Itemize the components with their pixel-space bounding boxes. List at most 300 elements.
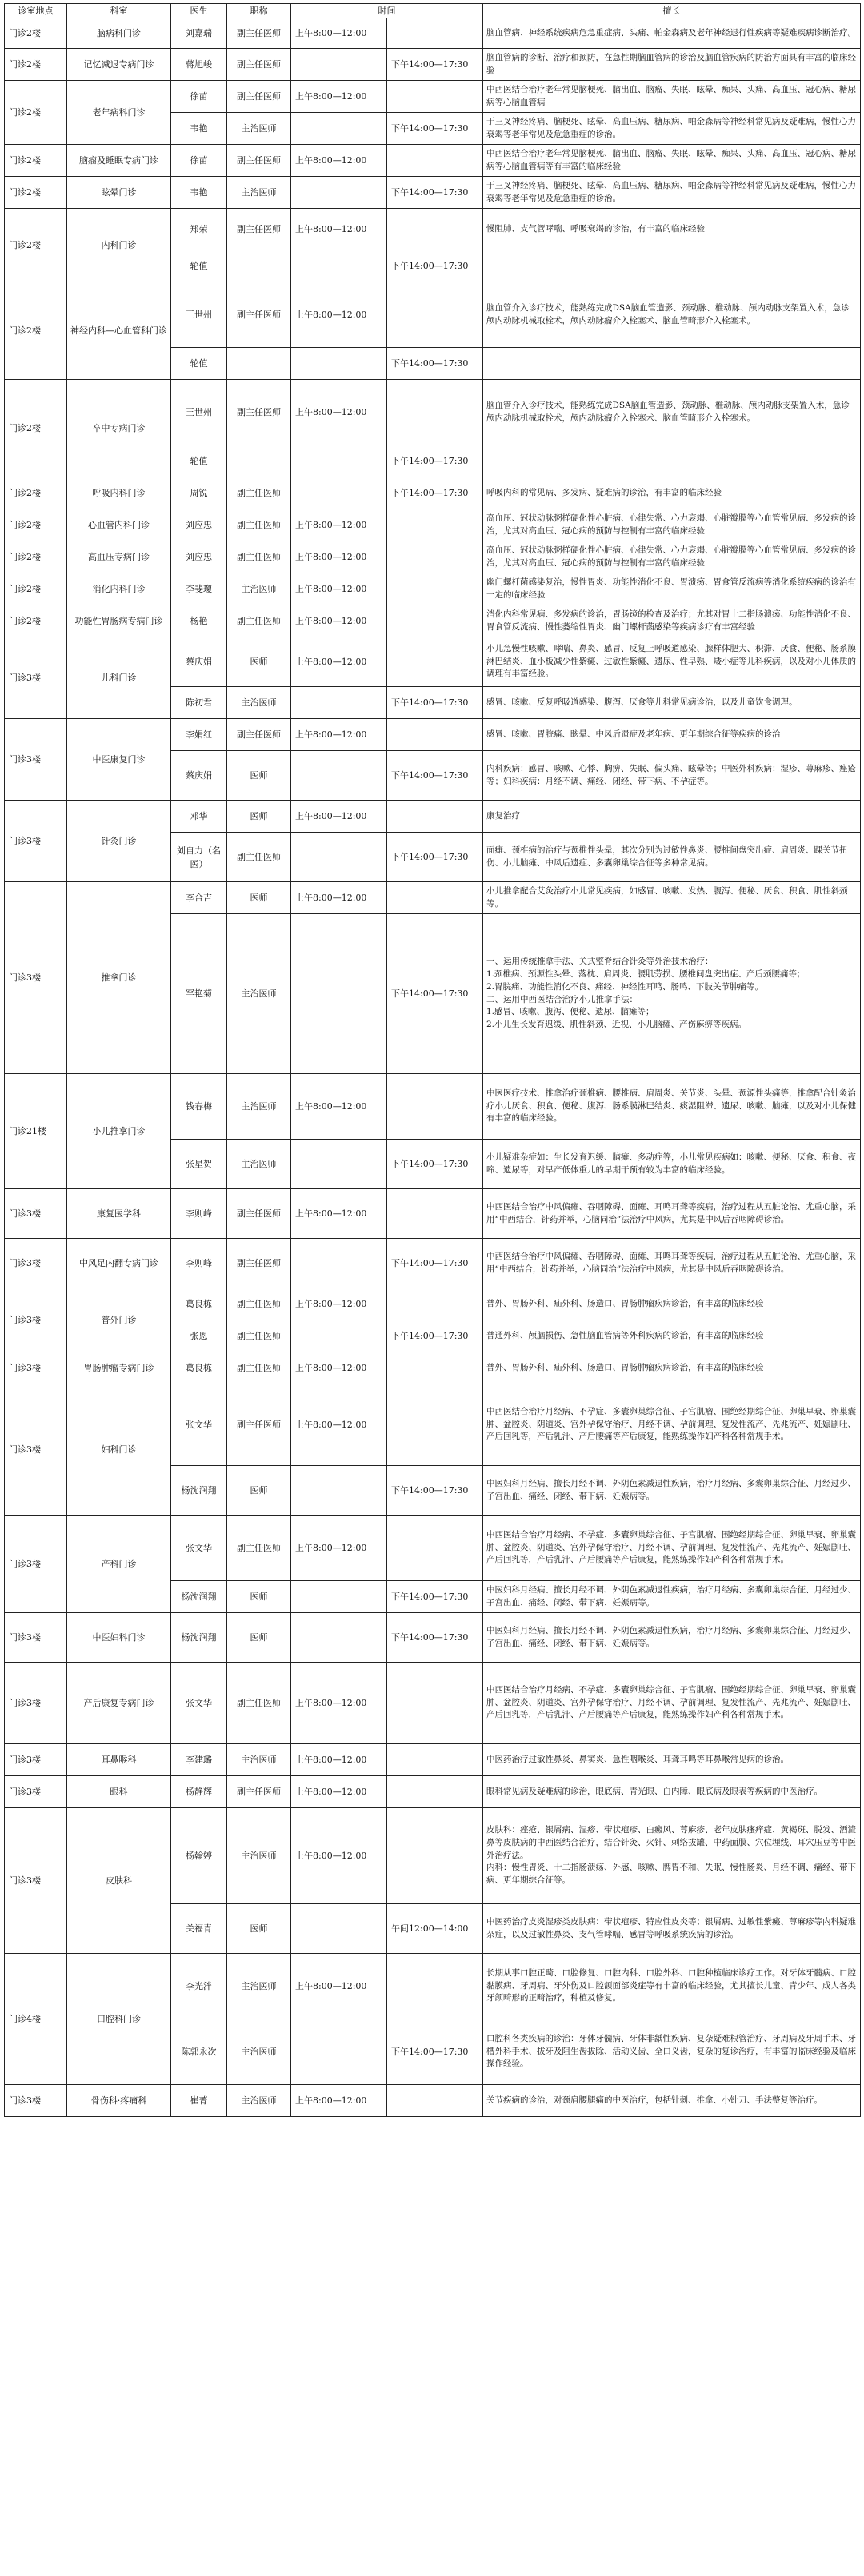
title-cell: 主治医师 [227, 177, 291, 209]
location-cell: 门诊2楼 [5, 573, 67, 605]
title-cell: 主治医师 [227, 1954, 291, 2019]
afternoon-time-cell: 下午14:00—17:30 [387, 477, 483, 509]
morning-time-cell: 上午8:00—12:00 [291, 1516, 387, 1581]
expertise-cell: 感冒、咳嗽、反复呼吸道感染、腹泻、厌食等儿科常见病诊治，以及儿童饮食调理。 [483, 687, 861, 719]
afternoon-time-cell: 下午14:00—17:30 [387, 1581, 483, 1613]
expertise-cell: 中西医结合治疗中风偏瘫、吞咽障碍、面瘫、耳鸣耳聋等疾病，治疗过程从五脏论治、尤重心脑，采用“中西结合，针药并举，心脑同治”法治疗中风病，尤其是中风后吞咽障碍诊治。 [483, 1239, 861, 1288]
morning-time-cell: 上午8:00—12:00 [291, 719, 387, 751]
header-location: 诊室地点 [5, 4, 67, 18]
morning-time-cell: 上午8:00—12:00 [291, 573, 387, 605]
doctor-cell: 徐苗 [171, 145, 227, 177]
location-cell: 门诊3楼 [5, 882, 67, 1074]
title-cell: 主治医师 [227, 2085, 291, 2117]
afternoon-time-cell [387, 1352, 483, 1384]
header-doctor: 医生 [171, 4, 227, 18]
department-cell: 骨伤科·疼痛科 [67, 2085, 171, 2117]
title-cell: 医师 [227, 637, 291, 687]
title-cell: 医师 [227, 801, 291, 833]
title-cell: 副主任医师 [227, 1239, 291, 1288]
table-row [5, 1074, 861, 1140]
title-cell: 副主任医师 [227, 541, 291, 573]
expertise-cell: 关节疾病的诊治，对颈肩腰腿痛的中医治疗，包括针刺、推拿、小针刀、手法整复等治疗。 [483, 2085, 861, 2117]
doctor-cell: 杨艳 [171, 605, 227, 637]
location-cell: 门诊3楼 [5, 637, 67, 719]
title-cell: 副主任医师 [227, 209, 291, 250]
table-row [5, 1384, 861, 1466]
expertise-cell: 中医药治疗过敏性鼻炎、鼻窦炎、急性咽喉炎、耳聋耳鸣等耳鼻喉常见病的诊治。 [483, 1744, 861, 1776]
expertise-cell: 消化内科常见病、多发病的诊治，胃肠镜的检查及治疗；尤其对胃十二指肠溃疡、功能性消化不良、胃食管反流病、慢性萎缩性胃炎、幽门螺杆菌感染等疾病诊疗有丰富经验 [483, 605, 861, 637]
morning-time-cell [291, 2019, 387, 2085]
title-cell: 副主任医师 [227, 1352, 291, 1384]
afternoon-time-cell [387, 2085, 483, 2117]
doctor-cell: 轮值 [171, 348, 227, 380]
title-cell: 主治医师 [227, 1074, 291, 1140]
doctor-cell: 蔡庆娟 [171, 751, 227, 801]
expertise-cell: 于三叉神经疼痛、脑梗死、眩晕、高血压病、糖尿病、帕金森病等神经科常见病及疑难病，慢性心力衰竭等老年常见及危急重症的诊治。 [483, 177, 861, 209]
department-cell: 小儿推拿门诊 [67, 1074, 171, 1189]
expertise-cell: 脑血管病、神经系统疾病危急重症病、头痛、帕金森病及老年神经退行性疾病等疑难疾病诊断治疗。 [483, 18, 861, 49]
doctor-cell: 韦艳 [171, 177, 227, 209]
afternoon-time-cell: 下午14:00—17:30 [387, 1239, 483, 1288]
expertise-cell: 普外、胃肠外科、疝外科、肠造口、胃肠肿瘤疾病诊治，有丰富的临床经验 [483, 1288, 861, 1320]
afternoon-time-cell: 午间12:00—14:00 [387, 1904, 483, 1954]
table-row [5, 81, 861, 113]
table-row [5, 282, 861, 348]
header-department: 科室 [67, 4, 171, 18]
table-row [5, 1288, 861, 1320]
expertise-cell: 中医医疗技术、推拿治疗颈椎病、腰椎病、肩周炎、关节炎、头晕、颈源性头痛等，推拿配合针灸治疗小儿厌食、积食、便秘、腹泻、肠系膜淋巴结炎、痰湿阻滞、遗尿、咳嗽、脑瘫，以及对小儿保健有丰富的临床经验。 [483, 1074, 861, 1140]
expertise-cell: 小儿急慢性咳嗽、哮喘、鼻炎、感冒、反复上呼吸道感染、腺样体肥大、积滞、厌食、便秘、肠系膜淋巴结炎、血小板减少性紫癜、过敏性紫癜、遗尿、性早熟、矮小症等儿科疾病，以及对小儿体质的调理有丰富经验。 [483, 637, 861, 687]
afternoon-time-cell [387, 1808, 483, 1904]
department-cell: 卒中专病门诊 [67, 380, 171, 477]
title-cell: 主治医师 [227, 113, 291, 145]
expertise-cell: 中西医结合治疗老年常见脑梗死、脑出血、脑瘤、失眠、眩晕、痴呆、头痛、高血压、冠心病、糖尿病等心脑血管病 [483, 81, 861, 113]
location-cell: 门诊2楼 [5, 541, 67, 573]
morning-time-cell [291, 113, 387, 145]
location-cell: 门诊2楼 [5, 477, 67, 509]
title-cell: 副主任医师 [227, 1288, 291, 1320]
afternoon-time-cell: 下午14:00—17:30 [387, 687, 483, 719]
title-cell: 主治医师 [227, 1808, 291, 1904]
location-cell: 门诊3楼 [5, 1239, 67, 1288]
afternoon-time-cell: 下午14:00—17:30 [387, 250, 483, 282]
afternoon-time-cell: 下午14:00—17:30 [387, 1140, 483, 1189]
morning-time-cell [291, 687, 387, 719]
location-cell: 门诊2楼 [5, 605, 67, 637]
afternoon-time-cell: 下午14:00—17:30 [387, 833, 483, 882]
department-cell: 眼科 [67, 1776, 171, 1808]
table-row [5, 1776, 861, 1808]
doctor-cell: 李则峰 [171, 1189, 227, 1239]
table-row [5, 1663, 861, 1744]
afternoon-time-cell [387, 509, 483, 541]
title-cell: 副主任医师 [227, 282, 291, 348]
table-row [5, 18, 861, 49]
expertise-cell [483, 250, 861, 282]
table-row [5, 1954, 861, 2019]
location-cell: 门诊2楼 [5, 81, 67, 145]
table-header-row [5, 4, 861, 18]
expertise-cell: 长期从事口腔正畸、口腔修复、口腔内科、口腔外科、口腔种植临床诊疗工作。对牙体牙髓病、口腔黏膜病、牙周病、牙外伤及口腔颌面部炎症等有丰富的临床经验，尤其擅长儿童、青少年、成人各类牙颌畸形的正畸治疗，种植及修复。 [483, 1954, 861, 2019]
morning-time-cell: 上午8:00—12:00 [291, 637, 387, 687]
department-cell: 中医康复门诊 [67, 719, 171, 801]
doctor-cell: 杨翰婷 [171, 1808, 227, 1904]
table-row [5, 719, 861, 751]
title-cell: 主治医师 [227, 687, 291, 719]
morning-time-cell [291, 1320, 387, 1352]
afternoon-time-cell: 下午14:00—17:30 [387, 348, 483, 380]
department-cell: 耳鼻喉科 [67, 1744, 171, 1776]
department-cell: 中风足内翻专病门诊 [67, 1239, 171, 1288]
morning-time-cell: 上午8:00—12:00 [291, 1189, 387, 1239]
doctor-cell: 轮值 [171, 445, 227, 477]
morning-time-cell [291, 1140, 387, 1189]
location-cell: 门诊21楼 [5, 1074, 67, 1189]
department-cell: 口腔科门诊 [67, 1954, 171, 2085]
afternoon-time-cell: 下午14:00—17:30 [387, 1466, 483, 1516]
doctor-cell: 李光泮 [171, 1954, 227, 2019]
afternoon-time-cell: 下午14:00—17:30 [387, 1613, 483, 1663]
location-cell: 门诊3楼 [5, 1352, 67, 1384]
department-cell: 老年病科门诊 [67, 81, 171, 145]
table-row [5, 1744, 861, 1776]
doctor-cell: 杨沈润翔 [171, 1581, 227, 1613]
location-cell: 门诊2楼 [5, 380, 67, 477]
afternoon-time-cell [387, 719, 483, 751]
expertise-cell: 感冒、咳嗽、胃脘痛、眩晕、中风后遗症及老年病、更年期综合征等疾病的诊治 [483, 719, 861, 751]
department-cell: 内科门诊 [67, 209, 171, 282]
table-row [5, 801, 861, 833]
title-cell: 医师 [227, 1904, 291, 1954]
afternoon-time-cell: 下午14:00—17:30 [387, 2019, 483, 2085]
morning-time-cell: 上午8:00—12:00 [291, 882, 387, 914]
department-cell: 中医妇科门诊 [67, 1613, 171, 1663]
title-cell: 主治医师 [227, 573, 291, 605]
doctor-cell: 王世州 [171, 380, 227, 445]
location-cell: 门诊2楼 [5, 177, 67, 209]
expertise-cell: 幽门螺杆菌感染复治，慢性胃炎、功能性消化不良、胃溃疡、胃食管反流病等消化系统疾病的诊治有一定的临床经验 [483, 573, 861, 605]
afternoon-time-cell [387, 573, 483, 605]
morning-time-cell [291, 751, 387, 801]
title-cell: 副主任医师 [227, 380, 291, 445]
location-cell: 门诊2楼 [5, 18, 67, 49]
expertise-cell: 中西医结合治疗月经病、不孕症、多囊卵巢综合征、子宫肌瘤、围绝经期综合征、卵巢早衰、卵巢囊肿、盆腔炎、阴道炎、宫外孕保守治疗、月经不调、孕前调理、复发性流产、先兆流产、妊娠剧吐、产后回乳等，产后乳汁、产后腰痛等产后康复，能熟练操作妇产科各种常规手术。 [483, 1663, 861, 1744]
afternoon-time-cell [387, 209, 483, 250]
title-cell: 副主任医师 [227, 81, 291, 113]
doctor-cell: 杨静辉 [171, 1776, 227, 1808]
title-cell: 副主任医师 [227, 719, 291, 751]
title-cell: 副主任医师 [227, 1189, 291, 1239]
morning-time-cell: 上午8:00—12:00 [291, 380, 387, 445]
expertise-cell: 呼吸内科的常见病、多发病、疑难病的诊治，有丰富的临床经验 [483, 477, 861, 509]
title-cell: 主治医师 [227, 2019, 291, 2085]
table-row [5, 1613, 861, 1663]
location-cell: 门诊3楼 [5, 1516, 67, 1613]
morning-time-cell: 上午8:00—12:00 [291, 1384, 387, 1466]
doctor-cell: 轮值 [171, 250, 227, 282]
morning-time-cell [291, 1466, 387, 1516]
afternoon-time-cell [387, 81, 483, 113]
afternoon-time-cell [387, 1954, 483, 2019]
expertise-cell: 小儿疑难杂症如：生长发育迟缓、脑瘫、多动症等，小儿常见疾病如：咳嗽、便秘、厌食、积食、夜啼、遗尿等，对早产低体重儿的早期干预有较为丰富的临床经验。 [483, 1140, 861, 1189]
table-row [5, 1516, 861, 1581]
department-cell: 产后康复专病门诊 [67, 1663, 171, 1744]
title-cell: 副主任医师 [227, 18, 291, 49]
title-cell: 医师 [227, 1466, 291, 1516]
expertise-cell: 口腔科各类疾病的诊治：牙体牙髓病、牙体非龋性疾病、复杂疑难根管治疗、牙周病及牙周手术、牙槽外科手术、拔牙及阻生齿拔除、活动义齿、全口义齿，复杂的复诊治疗，有丰富的临床经验及临床操作经验。 [483, 2019, 861, 2085]
location-cell: 门诊2楼 [5, 49, 67, 81]
doctor-cell: 王世州 [171, 282, 227, 348]
morning-time-cell: 上午8:00—12:00 [291, 1074, 387, 1140]
table-row [5, 573, 861, 605]
location-cell: 门诊3楼 [5, 801, 67, 882]
doctor-cell: 郑荣 [171, 209, 227, 250]
doctor-cell: 刘自力（名医） [171, 833, 227, 882]
morning-time-cell [291, 177, 387, 209]
doctor-cell: 崔菁 [171, 2085, 227, 2117]
location-cell: 门诊3楼 [5, 1776, 67, 1808]
doctor-cell: 钱春梅 [171, 1074, 227, 1140]
title-cell: 副主任医师 [227, 1776, 291, 1808]
title-cell [227, 445, 291, 477]
afternoon-time-cell [387, 380, 483, 445]
morning-time-cell [291, 477, 387, 509]
expertise-cell: 中医妇科月经病、擅长月经不调、外阴色素减退性疾病，治疗月经病、多囊卵巢综合征、月经过少、子宫出血、痛经、闭经、带下病、妊娠病等。 [483, 1613, 861, 1663]
title-cell: 副主任医师 [227, 49, 291, 81]
expertise-cell: 脑血管介入诊疗技术，能熟练完成DSA脑血管造影、颈动脉、椎动脉、颅内动脉支架置入术，急诊颅内动脉机械取栓术，颅内动脉瘤介入栓塞术、脑血管畸形介入栓塞术。 [483, 282, 861, 348]
location-cell: 门诊3楼 [5, 1663, 67, 1744]
doctor-cell: 张星贺 [171, 1140, 227, 1189]
department-cell: 普外门诊 [67, 1288, 171, 1352]
table-row [5, 380, 861, 445]
afternoon-time-cell [387, 1384, 483, 1466]
location-cell: 门诊4楼 [5, 1954, 67, 2085]
title-cell: 医师 [227, 1581, 291, 1613]
location-cell: 门诊3楼 [5, 2085, 67, 2117]
department-cell: 儿科门诊 [67, 637, 171, 719]
department-cell: 记忆减退专病门诊 [67, 49, 171, 81]
morning-time-cell: 上午8:00—12:00 [291, 18, 387, 49]
morning-time-cell: 上午8:00—12:00 [291, 541, 387, 573]
doctor-cell: 邓华 [171, 801, 227, 833]
location-cell: 门诊3楼 [5, 1808, 67, 1954]
morning-time-cell [291, 1581, 387, 1613]
doctor-cell: 陈初君 [171, 687, 227, 719]
location-cell: 门诊2楼 [5, 509, 67, 541]
expertise-cell: 中西医结合治疗月经病、不孕症、多囊卵巢综合征、子宫肌瘤、围绝经期综合征、卵巢早衰、卵巢囊肿、盆腔炎、阴道炎、宫外孕保守治疗、月经不调、孕前调理、复发性流产、先兆流产、妊娠剧吐、产后回乳等，产后乳汁、产后腰痛等产后康复，能熟练操作妇产科各种常规手术。 [483, 1516, 861, 1581]
header-expertise: 擅长 [483, 4, 861, 18]
expertise-cell: 小儿推拿配合艾灸治疗小儿常见疾病，如感冒、咳嗽、发热、腹泻、便秘、厌食、积食、肌性斜颈等。 [483, 882, 861, 914]
morning-time-cell: 上午8:00—12:00 [291, 1663, 387, 1744]
department-cell: 胃肠肿瘤专病门诊 [67, 1352, 171, 1384]
afternoon-time-cell: 下午14:00—17:30 [387, 445, 483, 477]
department-cell: 眩晕门诊 [67, 177, 171, 209]
location-cell: 门诊2楼 [5, 145, 67, 177]
title-cell: 副主任医师 [227, 477, 291, 509]
department-cell: 产科门诊 [67, 1516, 171, 1613]
department-cell: 推拿门诊 [67, 882, 171, 1074]
doctor-cell: 杨沈润翔 [171, 1466, 227, 1516]
location-cell: 门诊3楼 [5, 1744, 67, 1776]
table-row [5, 882, 861, 914]
morning-time-cell: 上午8:00—12:00 [291, 2085, 387, 2117]
doctor-cell: 关福青 [171, 1904, 227, 1954]
table-row [5, 1808, 861, 1904]
title-cell: 医师 [227, 1613, 291, 1663]
morning-time-cell: 上午8:00—12:00 [291, 209, 387, 250]
title-cell: 副主任医师 [227, 605, 291, 637]
afternoon-time-cell [387, 637, 483, 687]
expertise-cell: 高血压、冠状动脉粥样硬化性心脏病、心律失常、心力衰竭、心脏瓣膜等心血管常见病、多发病的诊治，尤其对高血压、冠心病的预防与控制有丰富的临床经验 [483, 541, 861, 573]
morning-time-cell: 上午8:00—12:00 [291, 1744, 387, 1776]
header-title: 职称 [227, 4, 291, 18]
morning-time-cell [291, 1613, 387, 1663]
doctor-cell: 杨沈润翔 [171, 1613, 227, 1663]
doctor-cell: 张文华 [171, 1663, 227, 1744]
location-cell: 门诊3楼 [5, 1288, 67, 1352]
doctor-cell: 张恩 [171, 1320, 227, 1352]
table-row [5, 1352, 861, 1384]
expertise-cell: 脑血管介入诊疗技术，能熟练完成DSA脑血管造影、颈动脉、椎动脉、颅内动脉支架置入术，急诊颅内动脉机械取栓术，颅内动脉瘤介入栓塞术、脑血管畸形介入栓塞术。 [483, 380, 861, 445]
doctor-cell: 李娟红 [171, 719, 227, 751]
department-cell: 呼吸内科门诊 [67, 477, 171, 509]
title-cell: 副主任医师 [227, 1663, 291, 1744]
expertise-cell: 高血压、冠状动脉粥样硬化性心脏病、心律失常、心力衰竭、心脏瓣膜等心血管常见病、多发病的诊治，尤其对高血压、冠心病的预防与控制有丰富的临床经验 [483, 509, 861, 541]
doctor-cell: 李则峰 [171, 1239, 227, 1288]
expertise-cell: 内科疾病：感冒、咳嗽、心悸、胸痹、失眠、偏头痛、眩晕等；中医外科疾病：湿疹、荨麻疹、痤疮等；妇科疾病：月经不调、痛经、闭经、带下病、不孕症等。 [483, 751, 861, 801]
morning-time-cell [291, 49, 387, 81]
afternoon-time-cell [387, 541, 483, 573]
table-row [5, 2085, 861, 2117]
header-time: 时间 [291, 4, 483, 18]
morning-time-cell: 上午8:00—12:00 [291, 1808, 387, 1904]
expertise-cell: 皮肤科：痤疮、银屑病、湿疹、带状疱疹、白癜风、荨麻疹、老年皮肤瘙痒症、黄褐斑、脱发、酒渣鼻等皮肤病的中西医结合治疗，结合针灸、火针、刺络拔罐、中药面膜、穴位埋线、耳穴压豆等中医外治疗法。 内科：慢性胃炎、十二指肠溃疡、外感、咳嗽、脾胃不和、失眠、慢性肠炎、月经不调、痛经、带下病、更年期综合征等。 [483, 1808, 861, 1904]
morning-time-cell: 上午8:00—12:00 [291, 145, 387, 177]
doctor-cell: 张文华 [171, 1384, 227, 1466]
doctor-cell: 李斐瓊 [171, 573, 227, 605]
table-row [5, 1189, 861, 1239]
afternoon-time-cell [387, 1744, 483, 1776]
afternoon-time-cell [387, 1776, 483, 1808]
doctor-cell: 周锐 [171, 477, 227, 509]
department-cell: 康复医学科 [67, 1189, 171, 1239]
department-cell: 消化内科门诊 [67, 573, 171, 605]
doctor-cell: 刘应忠 [171, 509, 227, 541]
department-cell: 高血压专病门诊 [67, 541, 171, 573]
morning-time-cell: 上午8:00—12:00 [291, 1954, 387, 2019]
department-cell: 脑病科门诊 [67, 18, 171, 49]
title-cell: 副主任医师 [227, 509, 291, 541]
department-cell: 神经内科—心血管科门诊 [67, 282, 171, 380]
table-row [5, 1239, 861, 1288]
expertise-cell: 中医妇科月经病、擅长月经不调、外阴色素减退性疾病，治疗月经病、多囊卵巢综合征、月经过少、子宫出血、痛经、闭经、带下病、妊娠病等。 [483, 1581, 861, 1613]
table-row [5, 145, 861, 177]
table-row [5, 509, 861, 541]
table-row [5, 477, 861, 509]
expertise-cell: 中西医结合治疗老年常见脑梗死、脑出血、脑瘤、失眠、眩晕、痴呆、头痛、高血压、冠心病、糖尿病等心脑血管病等有丰富的临床经验 [483, 145, 861, 177]
title-cell: 副主任医师 [227, 833, 291, 882]
expertise-cell: 眼科常见病及疑难病的诊治，眼底病、青光眼、白内障、眼底病及眼表等疾病的中医治疗。 [483, 1776, 861, 1808]
location-cell: 门诊2楼 [5, 209, 67, 282]
morning-time-cell: 上午8:00—12:00 [291, 509, 387, 541]
morning-time-cell: 上午8:00—12:00 [291, 1352, 387, 1384]
expertise-cell: 普通外科、颅脑损伤、急性脑血管病等外科疾病的诊治，有丰富的临床经验 [483, 1320, 861, 1352]
morning-time-cell: 上午8:00—12:00 [291, 81, 387, 113]
expertise-cell: 中医药治疗皮炎湿疹类皮肤病：带状疱疹、特应性皮炎等；银屑病、过敏性紫癜、荨麻疹等内科疑难杂症，以及过敏性鼻炎、支气管哮喘、感冒等呼吸系统疾病的诊治。 [483, 1904, 861, 1954]
title-cell: 医师 [227, 751, 291, 801]
title-cell: 主治医师 [227, 1744, 291, 1776]
expertise-cell: 脑血管病的诊断、治疗和预防，在急性期脑血管病的诊治及脑血管疾病的防治方面具有丰富的临床经验 [483, 49, 861, 81]
expertise-cell: 康复治疗 [483, 801, 861, 833]
title-cell [227, 348, 291, 380]
table-row [5, 49, 861, 81]
table-row [5, 541, 861, 573]
morning-time-cell: 上午8:00—12:00 [291, 1776, 387, 1808]
doctor-cell: 李建璐 [171, 1744, 227, 1776]
doctor-cell: 徐苗 [171, 81, 227, 113]
afternoon-time-cell [387, 282, 483, 348]
title-cell: 副主任医师 [227, 1516, 291, 1581]
morning-time-cell [291, 445, 387, 477]
title-cell: 医师 [227, 882, 291, 914]
clinic-schedule-table [4, 3, 861, 2117]
afternoon-time-cell [387, 882, 483, 914]
expertise-cell: 中医妇科月经病、擅长月经不调、外阴色素减退性疾病，治疗月经病、多囊卵巢综合征、月经过少、子宫出血、痛经、闭经、带下病、妊娠病等。 [483, 1466, 861, 1516]
department-cell: 皮肤科 [67, 1808, 171, 1954]
doctor-cell: 陈郭永次 [171, 2019, 227, 2085]
afternoon-time-cell: 下午14:00—17:30 [387, 914, 483, 1074]
title-cell: 主治医师 [227, 1140, 291, 1189]
afternoon-time-cell [387, 1516, 483, 1581]
doctor-cell: 葛良栋 [171, 1288, 227, 1320]
expertise-cell: 中西医结合治疗中风偏瘫、吞咽障碍、面瘫、耳鸣耳聋等疾病，治疗过程从五脏论治、尤重心脑，采用“中西结合，针药并举，心脑同治”法治疗中风病，尤其是中风后吞咽障碍诊治。 [483, 1189, 861, 1239]
morning-time-cell [291, 348, 387, 380]
department-cell: 心血管内科门诊 [67, 509, 171, 541]
morning-time-cell: 上午8:00—12:00 [291, 605, 387, 637]
department-cell: 针灸门诊 [67, 801, 171, 882]
morning-time-cell [291, 833, 387, 882]
expertise-cell: 一、运用传统推拿手法、关式整脊结合针灸等外治技术治疗： 1.颈椎病、颈源性头晕、落枕、肩周炎、腰肌劳损、腰椎间盘突出症、产后颈腰痛等； 2.胃脘痛、功能性消化不良、痛经、神经性耳鸣、肠鸣、下肢关节肿痛等。 二、运用中西医结合治疗小儿推拿手法： 1.感冒、咳嗽、腹泻、便秘、遗尿、脑瘫等； 2.小儿生长发育迟缓、肌性斜颈、近视、小儿脑瘫、产伤麻痹等疾病。 [483, 914, 861, 1074]
morning-time-cell: 上午8:00—12:00 [291, 1288, 387, 1320]
expertise-cell: 中西医结合治疗月经病、不孕症、多囊卵巢综合征、子宫肌瘤、围绝经期综合征、卵巢早衰、卵巢囊肿、盆腔炎、阴道炎、宫外孕保守治疗、月经不调、孕前调理、复发性流产、先兆流产、妊娠剧吐、产后回乳等，产后乳汁、产后腰痛等产后康复，能熟练操作妇产科各种常规手术。 [483, 1384, 861, 1466]
afternoon-time-cell [387, 145, 483, 177]
afternoon-time-cell [387, 18, 483, 49]
afternoon-time-cell: 下午14:00—17:30 [387, 751, 483, 801]
location-cell: 门诊3楼 [5, 719, 67, 801]
afternoon-time-cell [387, 605, 483, 637]
location-cell: 门诊3楼 [5, 1384, 67, 1516]
afternoon-time-cell [387, 1663, 483, 1744]
morning-time-cell [291, 250, 387, 282]
afternoon-time-cell: 下午14:00—17:30 [387, 177, 483, 209]
expertise-cell: 于三叉神经疼痛、脑梗死、眩晕、高血压病、糖尿病、帕金森病等神经科常见病及疑难病，慢性心力衰竭等老年常见及危急重症的诊治。 [483, 113, 861, 145]
expertise-cell [483, 348, 861, 380]
afternoon-time-cell: 下午14:00—17:30 [387, 1320, 483, 1352]
expertise-cell: 面瘫、颈椎病的治疗与颈椎性头晕，其次分别为过敏性鼻炎、腰椎间盘突出症、肩周炎、踝关节扭伤、小儿脑瘫、中风后遗症、多囊卵巢综合征等多种常见病。 [483, 833, 861, 882]
doctor-cell: 李合吉 [171, 882, 227, 914]
doctor-cell: 韦艳 [171, 113, 227, 145]
title-cell: 副主任医师 [227, 145, 291, 177]
afternoon-time-cell [387, 1074, 483, 1140]
morning-time-cell [291, 914, 387, 1074]
department-cell: 妇科门诊 [67, 1384, 171, 1516]
morning-time-cell: 上午8:00—12:00 [291, 282, 387, 348]
morning-time-cell [291, 1904, 387, 1954]
expertise-cell: 慢阻肺、支气管哮喘、呼吸衰竭的诊治，有丰富的临床经验 [483, 209, 861, 250]
title-cell: 主治医师 [227, 914, 291, 1074]
afternoon-time-cell [387, 801, 483, 833]
location-cell: 门诊3楼 [5, 1189, 67, 1239]
